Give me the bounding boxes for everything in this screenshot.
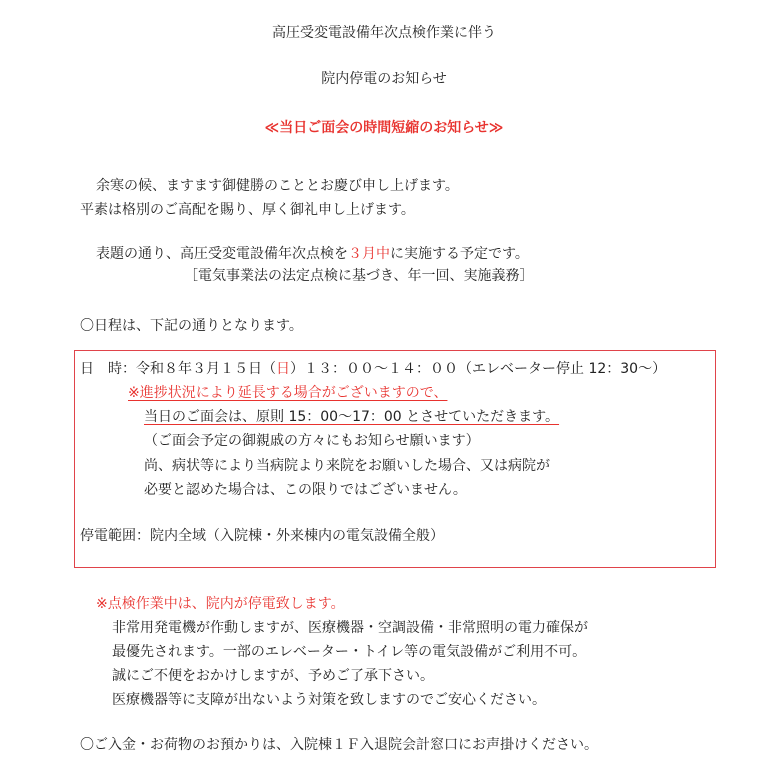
subtitle: ≪当日ご面会の時間短縮のお知らせ≫: [264, 120, 504, 136]
greeting-line-2: 平素は格別のご高配を賜り、厚く御礼申し上げます。: [80, 202, 415, 218]
title-line-2: 院内停電のお知らせ: [321, 71, 447, 87]
outage-line-3: 誠にご不便をおかけしますが、予めご了承下さい。: [112, 668, 434, 684]
legal-note: ［電気事業法の法定点検に基づき、年一回、実施義務］: [184, 268, 534, 284]
exception-line-2: 必要と認めた場合は、この限りではございません。: [144, 482, 467, 498]
outage-line-2: 最優先されます。一部のエレベーター・トイレ等の電気設備がご利用不可。: [112, 644, 587, 660]
schedule-day: 日: [276, 361, 290, 377]
footer-note: 〇ご入金・お荷物のお預かりは、入院棟１Ｆ入退院会計窓口にお声掛けください。: [80, 737, 598, 753]
intro-text-before: 表題の通り、高圧受変電設備年次点検を: [96, 246, 348, 262]
intro-text-after: に実施する予定です。: [390, 246, 529, 262]
intro-highlight-month: ３月中: [348, 246, 390, 262]
schedule-heading: 〇日程は、下記の通りとなります。: [80, 318, 303, 334]
relatives-note: （ご面会予定の御親戚の方々にもお知らせ願います）: [144, 433, 480, 449]
schedule-datetime: [80, 359, 666, 379]
outage-area: 停電範囲：院内全域（入院棟・外来棟内の電気設備全般）: [80, 528, 444, 544]
outage-warning: ※点検作業中は、院内が停電致します。: [96, 596, 345, 612]
visiting-hours: 当日のご面会は、原則 15：00～17：00 とさせていただきます。: [144, 409, 560, 425]
schedule-label: 日 時：: [80, 361, 136, 377]
schedule-time: ）１３：００～１４：００（エレベーター停止 12：30～）: [290, 361, 667, 377]
outage-line-1: 非常用発電機が作動しますが、医療機器・空調設備・非常照明の電力確保が: [112, 620, 588, 636]
intro-line: [96, 244, 529, 264]
title-line-1: 高圧受変電設備年次点検作業に伴う: [272, 25, 496, 41]
outage-line-4: 医療機器等に支障が出ないよう対策を致しますのでご安心ください。: [112, 692, 546, 708]
extension-note: ※進捗状況により延長する場合がございますので、: [128, 385, 448, 401]
greeting-line-1: 余寒の候、ますます御健勝のこととお慶び申し上げます。: [96, 178, 459, 194]
schedule-date: 令和８年３月１５日（: [136, 361, 276, 377]
exception-line-1: 尚、病状等により当病院より来院をお願いした場合、又は病院が: [144, 458, 550, 474]
